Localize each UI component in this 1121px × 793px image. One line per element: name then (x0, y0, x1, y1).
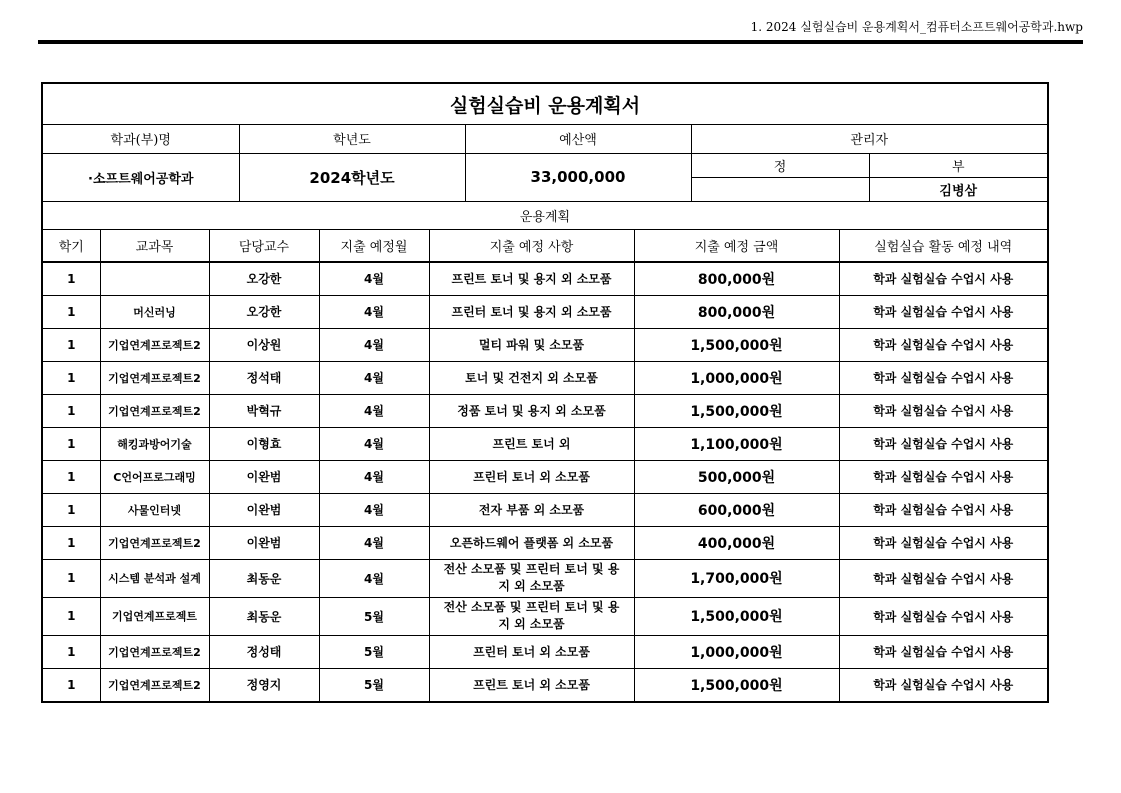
cell-amount: 1,500,000원 (634, 597, 839, 635)
cell-item: 정품 토너 및 용지 외 소모품 (429, 394, 634, 427)
cell-activity: 학과 실험실습 수업시 사용 (839, 361, 1047, 394)
cell-month: 4월 (319, 427, 429, 460)
cell-professor: 정영지 (209, 668, 319, 701)
table-row (43, 668, 1047, 701)
cell-course: 머신러닝 (100, 295, 209, 328)
cell-professor: 이완범 (209, 493, 319, 526)
value-department: ·소프트웨어공학과 (43, 153, 239, 201)
cell-course: 기업연계프로젝트2 (100, 394, 209, 427)
cell-item: 멀티 파워 및 소모품 (429, 328, 634, 361)
cell-month: 5월 (319, 668, 429, 701)
col-header-amount: 지출 예정 금액 (634, 230, 839, 262)
cell-amount: 400,000원 (634, 526, 839, 559)
cell-professor: 최동운 (209, 559, 319, 597)
cell-activity: 학과 실험실습 수업시 사용 (839, 597, 1047, 635)
label-budget: 예산액 (465, 125, 691, 153)
cell-course (100, 262, 209, 296)
cell-term: 1 (43, 493, 100, 526)
cell-month: 4월 (319, 394, 429, 427)
cell-professor: 이완범 (209, 460, 319, 493)
cell-item: 프린터 토너 및 용지 외 소모품 (429, 295, 634, 328)
cell-term: 1 (43, 262, 100, 296)
cell-month: 4월 (319, 295, 429, 328)
cell-amount: 1,500,000원 (634, 394, 839, 427)
table-row (43, 361, 1047, 394)
table-row (43, 394, 1047, 427)
plan-rows (43, 262, 1047, 701)
cell-amount: 1,500,000원 (634, 328, 839, 361)
cell-amount: 1,000,000원 (634, 635, 839, 668)
cell-course: 기업연계프로젝트2 (100, 668, 209, 701)
label-deputy-manager: 부 (869, 153, 1047, 177)
cell-professor: 박혁규 (209, 394, 319, 427)
cell-term: 1 (43, 526, 100, 559)
cell-course: 기업연계프로젝트 (100, 597, 209, 635)
cell-term: 1 (43, 328, 100, 361)
cell-amount: 800,000원 (634, 262, 839, 296)
cell-term: 1 (43, 394, 100, 427)
cell-item: 전자 부품 외 소모품 (429, 493, 634, 526)
cell-activity: 학과 실험실습 수업시 사용 (839, 295, 1047, 328)
cell-month: 4월 (319, 262, 429, 296)
cell-amount: 1,100,000원 (634, 427, 839, 460)
cell-item: 오픈하드웨어 플랫폼 외 소모품 (429, 526, 634, 559)
label-department: 학과(부)명 (43, 125, 239, 153)
cell-activity: 학과 실험실습 수업시 사용 (839, 668, 1047, 701)
col-header-term: 학기 (43, 230, 100, 262)
header-rule (38, 40, 1083, 44)
cell-term: 1 (43, 295, 100, 328)
col-header-course: 교과목 (100, 230, 209, 262)
table-row (43, 328, 1047, 361)
cell-amount: 800,000원 (634, 295, 839, 328)
cell-item: 프린트 토너 및 용지 외 소모품 (429, 262, 634, 296)
plan-header-row (43, 230, 1047, 262)
table-row (43, 559, 1047, 597)
cell-month: 4월 (319, 526, 429, 559)
cell-course: 시스템 분석과 설계 (100, 559, 209, 597)
cell-professor: 최동운 (209, 597, 319, 635)
table-row (43, 262, 1047, 296)
cell-term: 1 (43, 460, 100, 493)
cell-month: 4월 (319, 460, 429, 493)
cell-professor: 오강한 (209, 295, 319, 328)
cell-amount: 600,000원 (634, 493, 839, 526)
cell-item: 프린트 토너 외 소모품 (429, 668, 634, 701)
table-row (43, 635, 1047, 668)
cell-professor: 정석태 (209, 361, 319, 394)
document-title (43, 84, 1047, 125)
cell-term: 1 (43, 361, 100, 394)
value-budget: 33,000,000 (465, 153, 691, 201)
plan-section-label: 운용계획 (43, 201, 1047, 229)
cell-course: C언어프로그래밍 (100, 460, 209, 493)
value-year: 2024학년도 (239, 153, 465, 201)
col-header-item: 지출 예정 사항 (429, 230, 634, 262)
label-year: 학년도 (239, 125, 465, 153)
cell-month: 4월 (319, 559, 429, 597)
table-row (43, 427, 1047, 460)
cell-activity: 학과 실험실습 수업시 사용 (839, 394, 1047, 427)
document-title-text: 실험실습비 운용계획서 (449, 94, 641, 117)
table-row (43, 526, 1047, 559)
cell-professor: 오강한 (209, 262, 319, 296)
cell-activity: 학과 실험실습 수업시 사용 (839, 526, 1047, 559)
cell-month: 4월 (319, 328, 429, 361)
cell-activity: 학과 실험실습 수업시 사용 (839, 635, 1047, 668)
value-deputy-manager: 김병삼 (869, 177, 1047, 201)
table-row (43, 460, 1047, 493)
cell-amount: 1,700,000원 (634, 559, 839, 597)
cell-term: 1 (43, 427, 100, 460)
cell-term: 1 (43, 668, 100, 701)
cell-term: 1 (43, 597, 100, 635)
value-primary-manager (691, 177, 869, 201)
meta-table (43, 125, 1047, 230)
cell-activity: 학과 실험실습 수업시 사용 (839, 427, 1047, 460)
cell-item: 토너 및 건전지 외 소모품 (429, 361, 634, 394)
col-header-month: 지출 예정월 (319, 230, 429, 262)
cell-amount: 500,000원 (634, 460, 839, 493)
cell-professor: 이상원 (209, 328, 319, 361)
cell-course: 기업연계프로젝트2 (100, 526, 209, 559)
cell-month: 5월 (319, 597, 429, 635)
cell-course: 사물인터넷 (100, 493, 209, 526)
cell-item: 전산 소모품 및 프린터 토너 및 용지 외 소모품 (429, 597, 634, 635)
cell-course: 기업연계프로젝트2 (100, 635, 209, 668)
cell-activity: 학과 실험실습 수업시 사용 (839, 460, 1047, 493)
cell-activity: 학과 실험실습 수업시 사용 (839, 328, 1047, 361)
table-row (43, 493, 1047, 526)
label-primary-manager: 정 (691, 153, 869, 177)
cell-month: 4월 (319, 493, 429, 526)
col-header-professor: 담당교수 (209, 230, 319, 262)
cell-course: 기업연계프로젝트2 (100, 361, 209, 394)
plan-table (43, 230, 1047, 701)
cell-item: 전산 소모품 및 프린터 토너 및 용지 외 소모품 (429, 559, 634, 597)
cell-professor: 이형효 (209, 427, 319, 460)
cell-course: 기업연계프로젝트2 (100, 328, 209, 361)
table-row (43, 597, 1047, 635)
cell-amount: 1,000,000원 (634, 361, 839, 394)
cell-professor: 이완범 (209, 526, 319, 559)
cell-course: 해킹과방어기술 (100, 427, 209, 460)
cell-term: 1 (43, 635, 100, 668)
document-filename: 1. 2024 실험실습비 운용계획서_컴퓨터소프트웨어공학과.hwp (750, 20, 1083, 34)
label-manager: 관리자 (691, 125, 1047, 153)
cell-item: 프린터 토너 외 소모품 (429, 635, 634, 668)
cell-activity: 학과 실험실습 수업시 사용 (839, 262, 1047, 296)
cell-month: 4월 (319, 361, 429, 394)
cell-term: 1 (43, 559, 100, 597)
cell-activity: 학과 실험실습 수업시 사용 (839, 559, 1047, 597)
col-header-activity: 실험실습 활동 예정 내역 (839, 230, 1047, 262)
cell-activity: 학과 실험실습 수업시 사용 (839, 493, 1047, 526)
plan-document (41, 82, 1049, 703)
cell-amount: 1,500,000원 (634, 668, 839, 701)
cell-month: 5월 (319, 635, 429, 668)
table-row (43, 295, 1047, 328)
cell-professor: 정성태 (209, 635, 319, 668)
cell-item: 프린트 토너 외 (429, 427, 634, 460)
cell-item: 프린터 토너 외 소모품 (429, 460, 634, 493)
